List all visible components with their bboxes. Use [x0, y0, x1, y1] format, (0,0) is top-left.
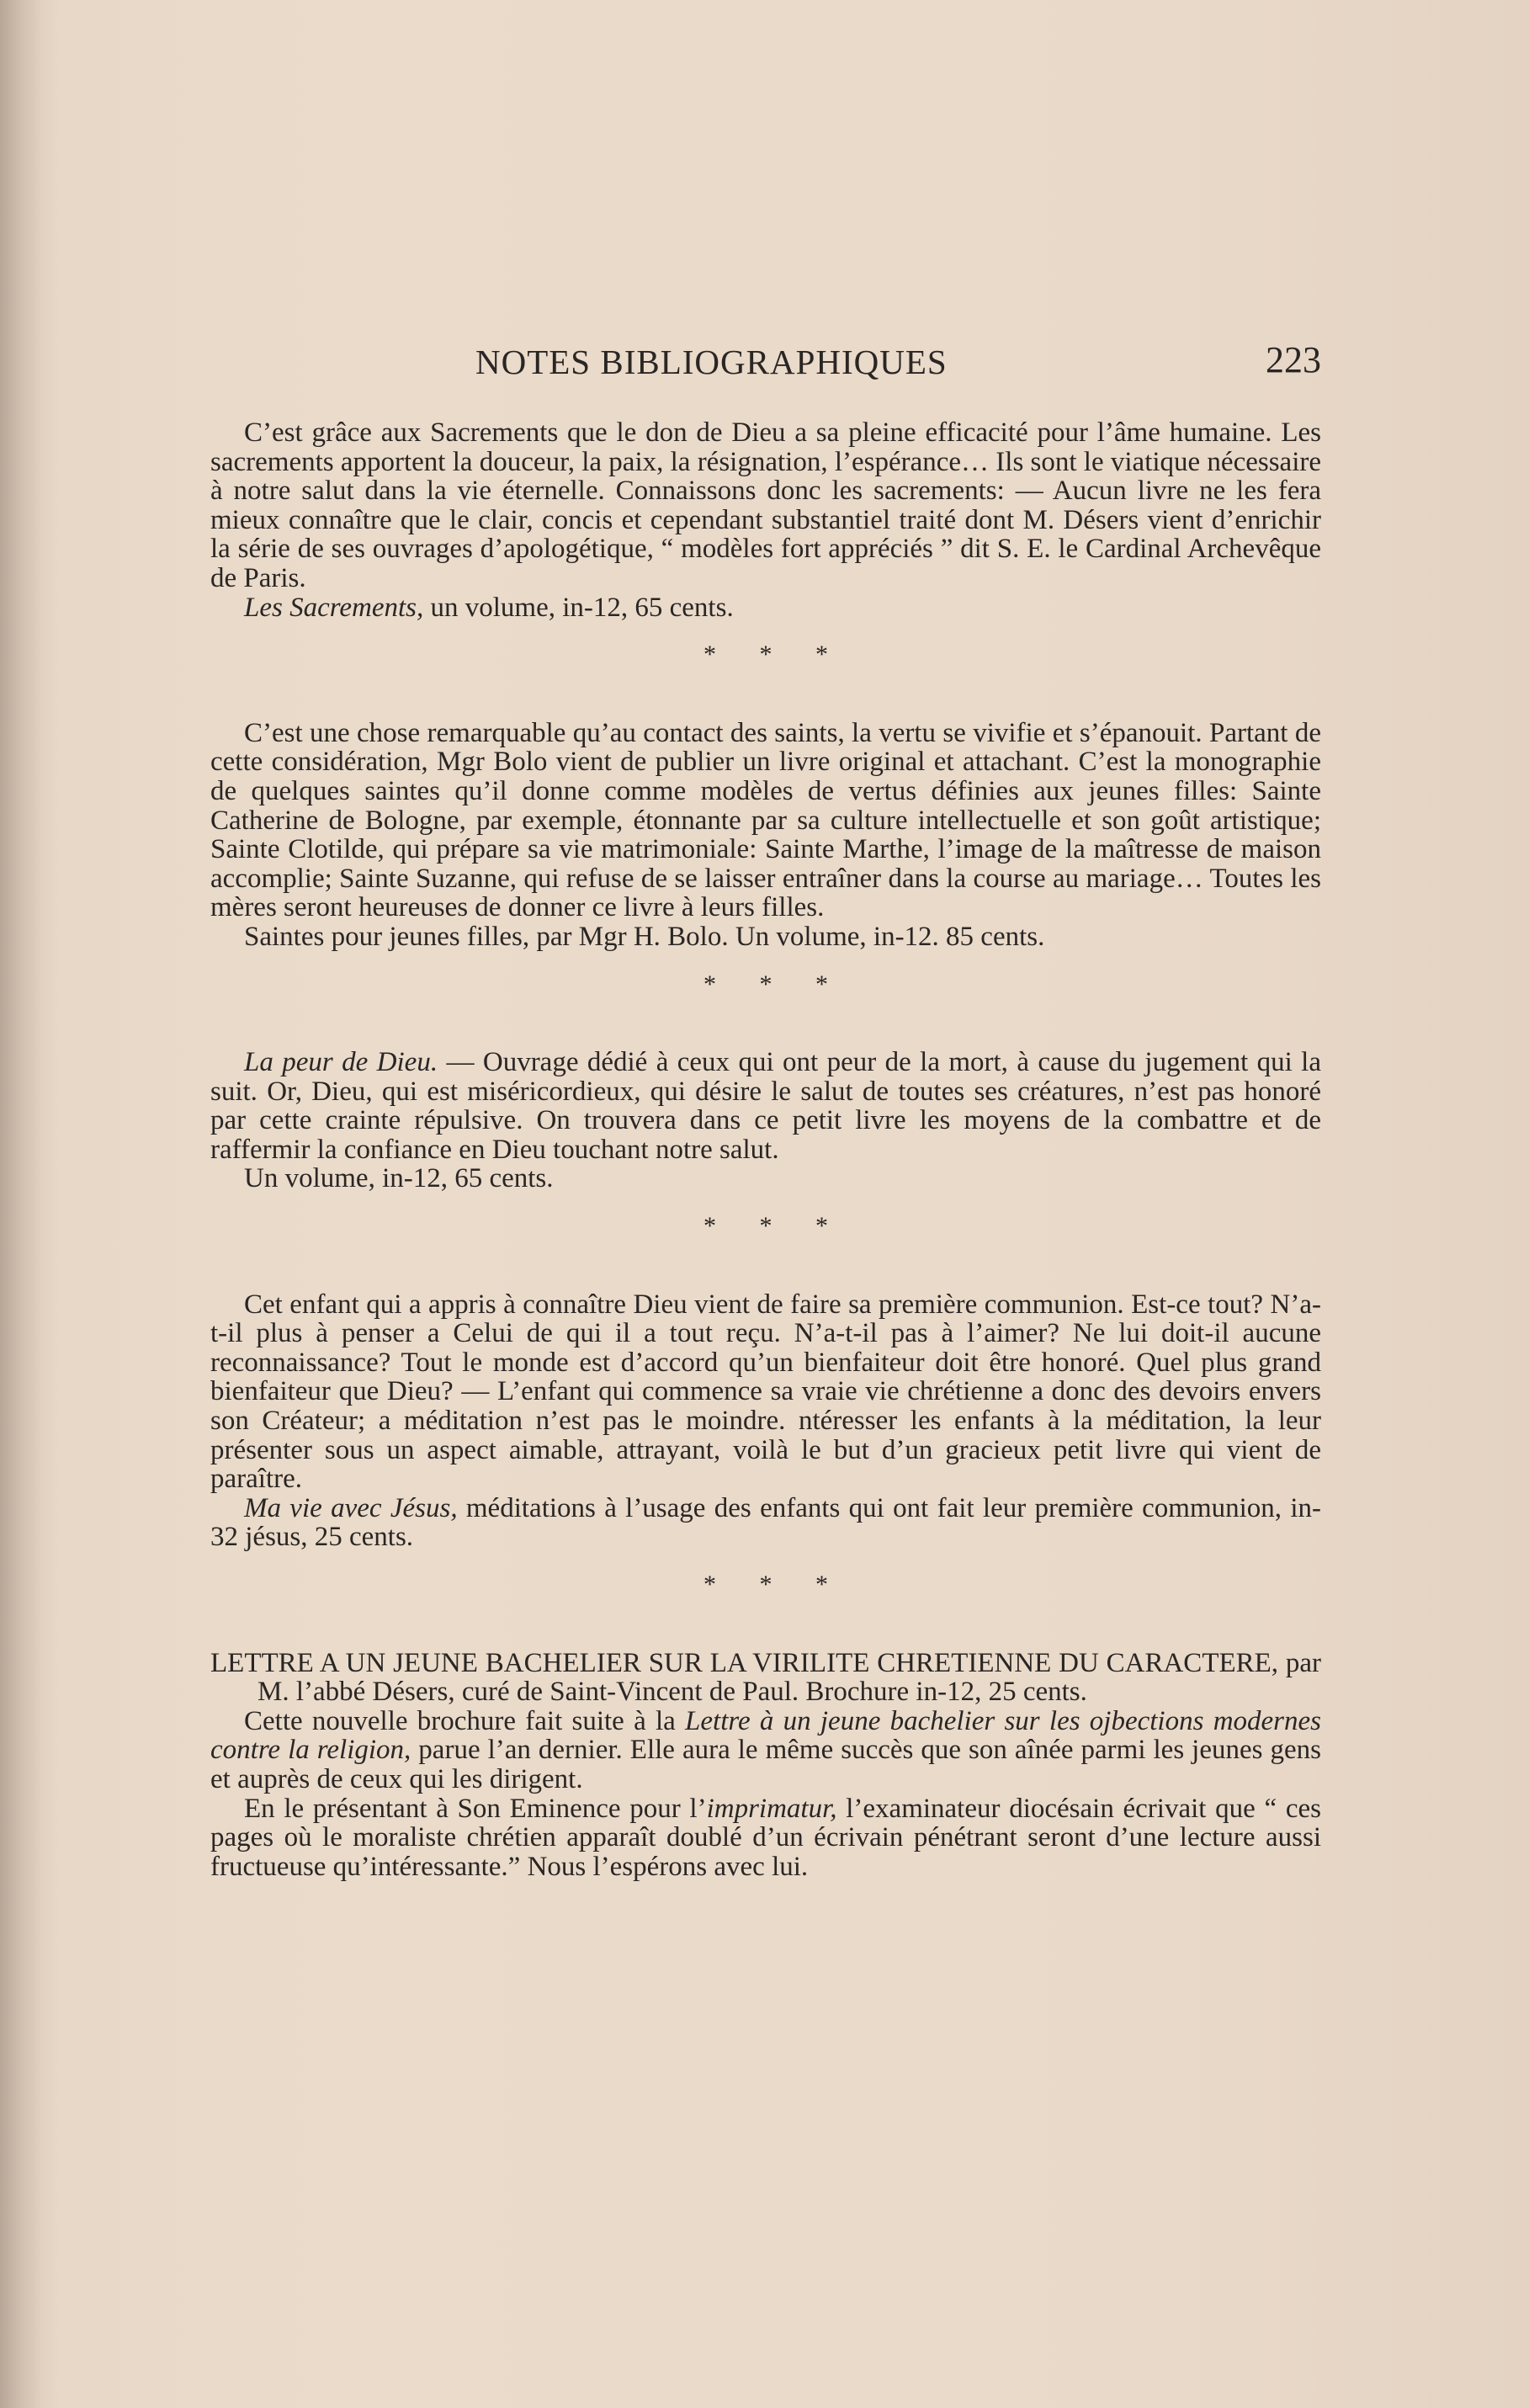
note-body — [210, 1048, 1321, 1164]
entry-paragraph — [210, 1707, 1321, 1794]
note-body-text: — Ouvrage dédié à ceux qui ont peur de la mort, à cause du jugement qui la suit. Or, Dieu, qui est miséricordieux, qui désire le salut de toutes ses créatures, n’est pas honoré par cette crainte répulsive. On trouvera dans ce petit livre les moyens de la combattre et de raffermir la confiance en Dieu touchant notre salut. — [210, 1047, 1322, 1165]
note-body: C’est grâce aux Sacrements que le don de Dieu a sa pleine efficacité pour l’âme humaine. Les sacrements apportent la douceur, la paix, la résignation, l’espérance… Ils sont le viatique nécessaire à notre salut dans la vie éternelle. Connaissons donc les sacrements: — Aucun livre ne les fera mieux connaître que le clair, concis et cependant substantiel traité dont M. Désers vient d’enrichir la série de ses ouvrages d’apologétique, “ modèles fort appréciés ” dit S. E. le Cardinal Archevêque de Paris. — [210, 417, 1321, 593]
citation-title: Ma vie avec Jésus, — [244, 1492, 458, 1523]
note-title: La peur de Dieu. — [244, 1047, 438, 1078]
note-peur-de-dieu — [210, 1048, 1321, 1193]
page-gutter-shadow — [0, 0, 40, 2408]
entry-italic-term: imprimatur, — [706, 1793, 837, 1824]
note-saintes — [210, 719, 1321, 952]
entry-heading: LETTRE A UN JEUNE BACHELIER SUR LA VIRILITE CHRETIENNE DU CARACTERE, par M. l’abbé Désers, curé de Saint-Vincent de Paul. Brochure in-12, 25 cents. — [210, 1647, 1321, 1708]
citation-details: un volume, in-12, 65 cents. — [423, 592, 734, 623]
note-body: Cet enfant qui a appris à connaître Dieu vient de faire sa première communion. Est-ce tout? N’a-t-il plus à penser a Celui de qui il a tout reçu. N’a-t-il pas à l’aimer? Ne lui doit-il aucune reconnaissance? Tout le monde est d’accord qu’un bienfaiteur doit être honoré. Quel plus grand bienfaiteur que Dieu? — L’enfant qui commence sa vraie vie chrétienne a donc des devoirs envers son Créateur; a méditation n’est pas le moindre. ntéresser les enfants à la méditation, la leur présenter sous un aspect aimable, attrayant, voilà le but d’un gracieux petit livre qui vient de paraître. — [210, 1289, 1321, 1495]
note-citation — [210, 593, 1321, 623]
note-citation: Saintes pour jeunes filles, par Mgr H. Bolo. Un volume, in-12. 85 cents. — [244, 921, 1045, 952]
citation-details: méditations à l’usage des enfants qui ont fait leur première communion, in-32 jésus, 25 cents. — [210, 1492, 1321, 1553]
running-title: NOTES BIBLIOGRAPHIQUES — [475, 343, 948, 381]
page-content — [210, 332, 1321, 1881]
note-lettre-bachelier — [210, 1649, 1321, 1882]
page-number: 223 — [1266, 339, 1321, 380]
running-head — [210, 332, 1321, 400]
note-citation: Un volume, in-12, 65 cents. — [244, 1163, 554, 1194]
entry-text: En le présentant à Son Eminence pour l’ — [244, 1793, 707, 1824]
entry-cited-title: Lettre à un jeune bachelier sur les ojbections modernes contre la religion, — [210, 1705, 1321, 1766]
entry-text: parue l’an dernier. Elle aura le même succès que son aînée parmi les jeunes gens et auprès de ceux qui les dirigent. — [210, 1735, 1321, 1794]
note-sacrements — [210, 418, 1321, 622]
note-ma-vie-avec-jesus — [210, 1290, 1321, 1552]
entry-text: l’examinateur diocésain écrivait que “ ces pages où le moraliste chrétien apparaît doublé d’un écrivain pénétrant seront d’une lecture aussi fructueuse qu’intéressante.” Nous l’espérons avec lui. — [210, 1793, 1321, 1882]
citation-title: Les Sacrements, — [244, 592, 424, 623]
entry-paragraph — [210, 1794, 1321, 1882]
note-citation — [210, 1494, 1321, 1552]
entry-text: Cette nouvelle brochure fait suite à la — [244, 1705, 686, 1736]
asterism-separator: * * * — [703, 970, 847, 998]
asterism-separator: * * * — [703, 641, 847, 669]
asterism-separator: * * * — [703, 1571, 847, 1598]
note-body: C’est une chose remarquable qu’au contact des saints, la vertu se vivifie et s’épanouit. Partant de cette considération, Mgr Bolo vient de publier un livre original et attachant. C’est la monographie de quelques saintes qu’il donne comme modèles de vertus définies aux jeunes filles: Sainte Catherine de Bologne, par exemple, étonnante par sa culture intellectuelle et son goût artistique; Sainte Clotilde, qui prépare sa vie matrimoniale: Sainte Marthe, l’image de la maîtresse de maison accomplie; Sainte Suzanne, qui refuse de se laisser entraîner dans la course au mariage… Toutes les mères seront heureuses de donner ce livre à leurs filles. — [210, 717, 1321, 923]
asterism-separator: * * * — [703, 1212, 847, 1241]
